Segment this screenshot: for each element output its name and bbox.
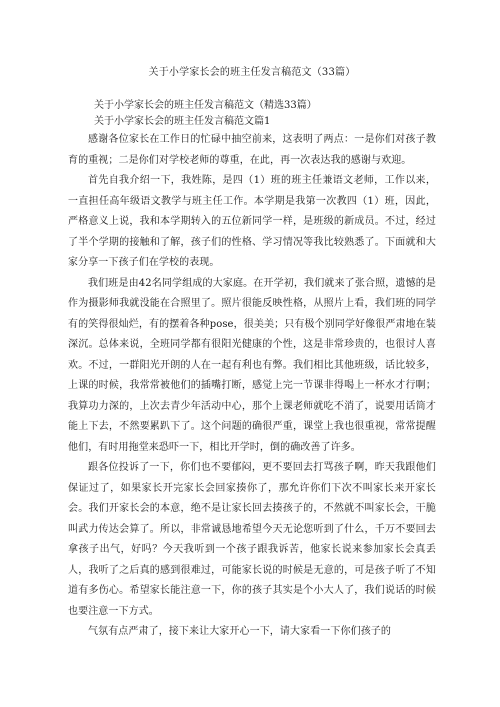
section-heading: 关于小学家长会的班主任发言稿范文篇1 xyxy=(94,116,271,127)
paragraph-1: 感谢各位家长在工作日的忙碌中抽空前来，这表明了两点：一是你们对孩子教育的重视；二是你们对学校老师的尊重，在此，再一次表达我的感谢与欢迎。 xyxy=(68,134,436,166)
document-title: 关于小学家长会的班主任发言稿范文（33篇） xyxy=(148,67,356,78)
paragraph-2: 首先自我介绍一下，我姓陈，是四（1）班的班主任兼语文老师，工作以来，一直担任高年级语文教学与班主任工作。本学期是我第一次教四（1）班，因此，严格意义上说，我和本学期转入的五位新同学一样，是班级的新成员。不过，经过了半个学期的接触和了解，孩子们的性格、学习情况等我比较熟悉了。下面就和大家分享一下孩子们在学校的表现。 xyxy=(68,175,436,268)
paragraph-5: 气氛有点严肃了，接下来让大家开心一下，请大家看一下你们孩子的 xyxy=(88,626,391,637)
paragraph-4: 跟各位投诉了一下，你们也不要郁闷，更不要回去打骂孩子啊，昨天我跟他们保证过了，如果家长开完家长会回家揍你了，那允许你们下次不叫家长来开家长会。我们开家长会的本意，绝不是让家长回去揍孩子的，不然就不叫家长会，干脆叫武力传达会算了。所以，非常诚恳地希望今天无论您听到了什么，千万不要回去拿孩子出气，好吗？今天我听到一个孩子跟我诉苦，他家长说来参加家长会真丢人，我听了之后真的感到很难过，可能家长说的时候是无意的，可是孩子听了不知道有多伤心。希望家长能注意一下，你的孩子其实是个小大人了，我们说话的时候也要注意一下方式。 xyxy=(68,462,436,617)
paragraph-3: 我们班是由42名同学组成的大家庭。在开学初，我们就来了张合照，遗憾的是作为摄影师我就没能在合照里了。照片很能反映性格，从照片上看，我们班的同学有的笑得很灿烂，有的摆着各种pose，很美美；只有极个别同学好像很严肃地在装深沉。总体来说，全班同学都有很阳光健康的个性，这是非常珍贵的，也很讨人喜欢。不过，一群阳光开朗的人在一起有利也有弊。我们相比其他班级，话比较多，上课的时候，我常常被他们的插嘴打断，感觉上完一节课非得喝上一杯水才行啊；我算功力深的，上次去青少年活动中心，那个上课老师就吃不消了，说要用话筒才能上下去，不然要累趴下了。这个问题的确很严重，课堂上我也很重视，常常提醒他们，有时用拖堂来恐吓一下，相比开学时，倒的确改善了许多。 xyxy=(68,277,436,453)
document-subtitle: 关于小学家长会的班主任发言稿范文（精选33篇） xyxy=(94,100,317,111)
